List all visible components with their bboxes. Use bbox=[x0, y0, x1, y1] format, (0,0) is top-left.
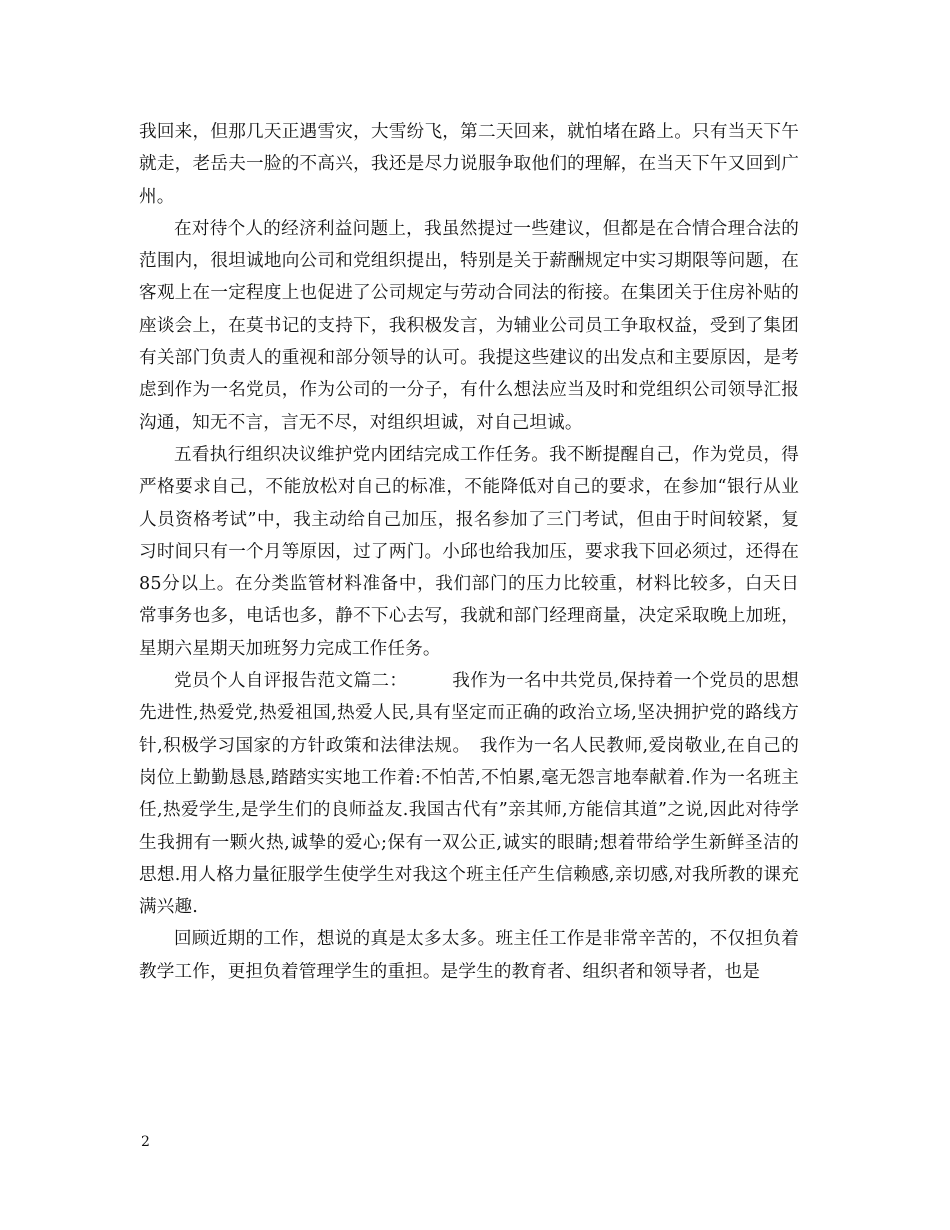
paragraph-recent-work-review: 回顾近期的工作，想说的真是太多太多。班主任工作是非常辛苦的，不仅担负着教学工作，更担负着管理学生的重担。是学生的教育者、组织者和领导者，也是 bbox=[139, 929, 799, 982]
document-body bbox=[139, 116, 799, 988]
paragraph-sample-report-two: 党员个人自评报告范文篇二： 我作为一名中共党员,保持着一个党员的思想先进性,热爱党,热爱祖国,热爱人民,具有坚定而正确的政治立场,坚决拥护党的路线方针,积极学习国家的方针政策和法律法规。 我作为一名人民教师,爱岗敬业,在自己的岗位上勤勤恳恳,踏踏实实地工作着:不怕苦,不怕累,毫无怨言地奉献着.作为一名班主任,热爱学生,是学生们的良师益友.我国古代有”亲其师,方能信其道”之说,因此对待学生我拥有一颗火热,诚挚的爱心;保有一双公正,诚实的眼睛;想着带给学生新鲜圣洁的思想.用人格力量征服学生使学生对我这个班主任产生信赖感,亲切感,对我所教的课充满兴趣. bbox=[139, 671, 799, 918]
paragraph-organization-resolutions: 五看执行组织决议维护党内团结完成工作任务。我不断提醒自己，作为党员，得严格要求自己，不能放松对自己的标准，不能降低对自己的要求，在参加“银行从业人员资格考试”中，我主动给自己加压，报名参加了三门考试，但由于时间较紧，复习时间只有一个月等原因，过了两门。小邱也给我加压，要求我下回必须过，还得在85分以上。在分类监管材料准备中，我们部门的压力比较重，材料比较多，白天日常事务也多，电话也多，静不下心去写，我就和部门经理商量，决定采取晚上加班，星期六星期天加班努力完成工作任务。 bbox=[139, 444, 799, 659]
paragraph-continuation: 我回来，但那几天正遇雪灾，大雪纷飞，第二天回来，就怕堵在路上。只有当天下午就走，老岳夫一脸的不高兴，我还是尽力说服争取他们的理解，在当天下午又回到广州。 bbox=[139, 122, 799, 207]
paragraph-economic-interests: 在对待个人的经济利益问题上，我虽然提过一些建议，但都是在合情合理合法的范围内，很坦诚地向公司和党组织提出，特别是关于薪酬规定中实习期限等问题，在客观上在一定程度上也促进了公司规定与劳动合同法的衔接。在集团关于住房补贴的座谈会上，在莫书记的支持下，我积极发言，为辅业公司员工争取权益，受到了集团有关部门负责人的重视和部分领导的认可。我提这些建议的出发点和主要原因，是考虑到作为一名党员，作为公司的一分子，有什么想法应当及时和党组织公司领导汇报沟通，知无不言，言无不尽，对组织坦诚，对自己坦诚。 bbox=[139, 218, 799, 433]
page-number: 2 bbox=[141, 1134, 150, 1150]
